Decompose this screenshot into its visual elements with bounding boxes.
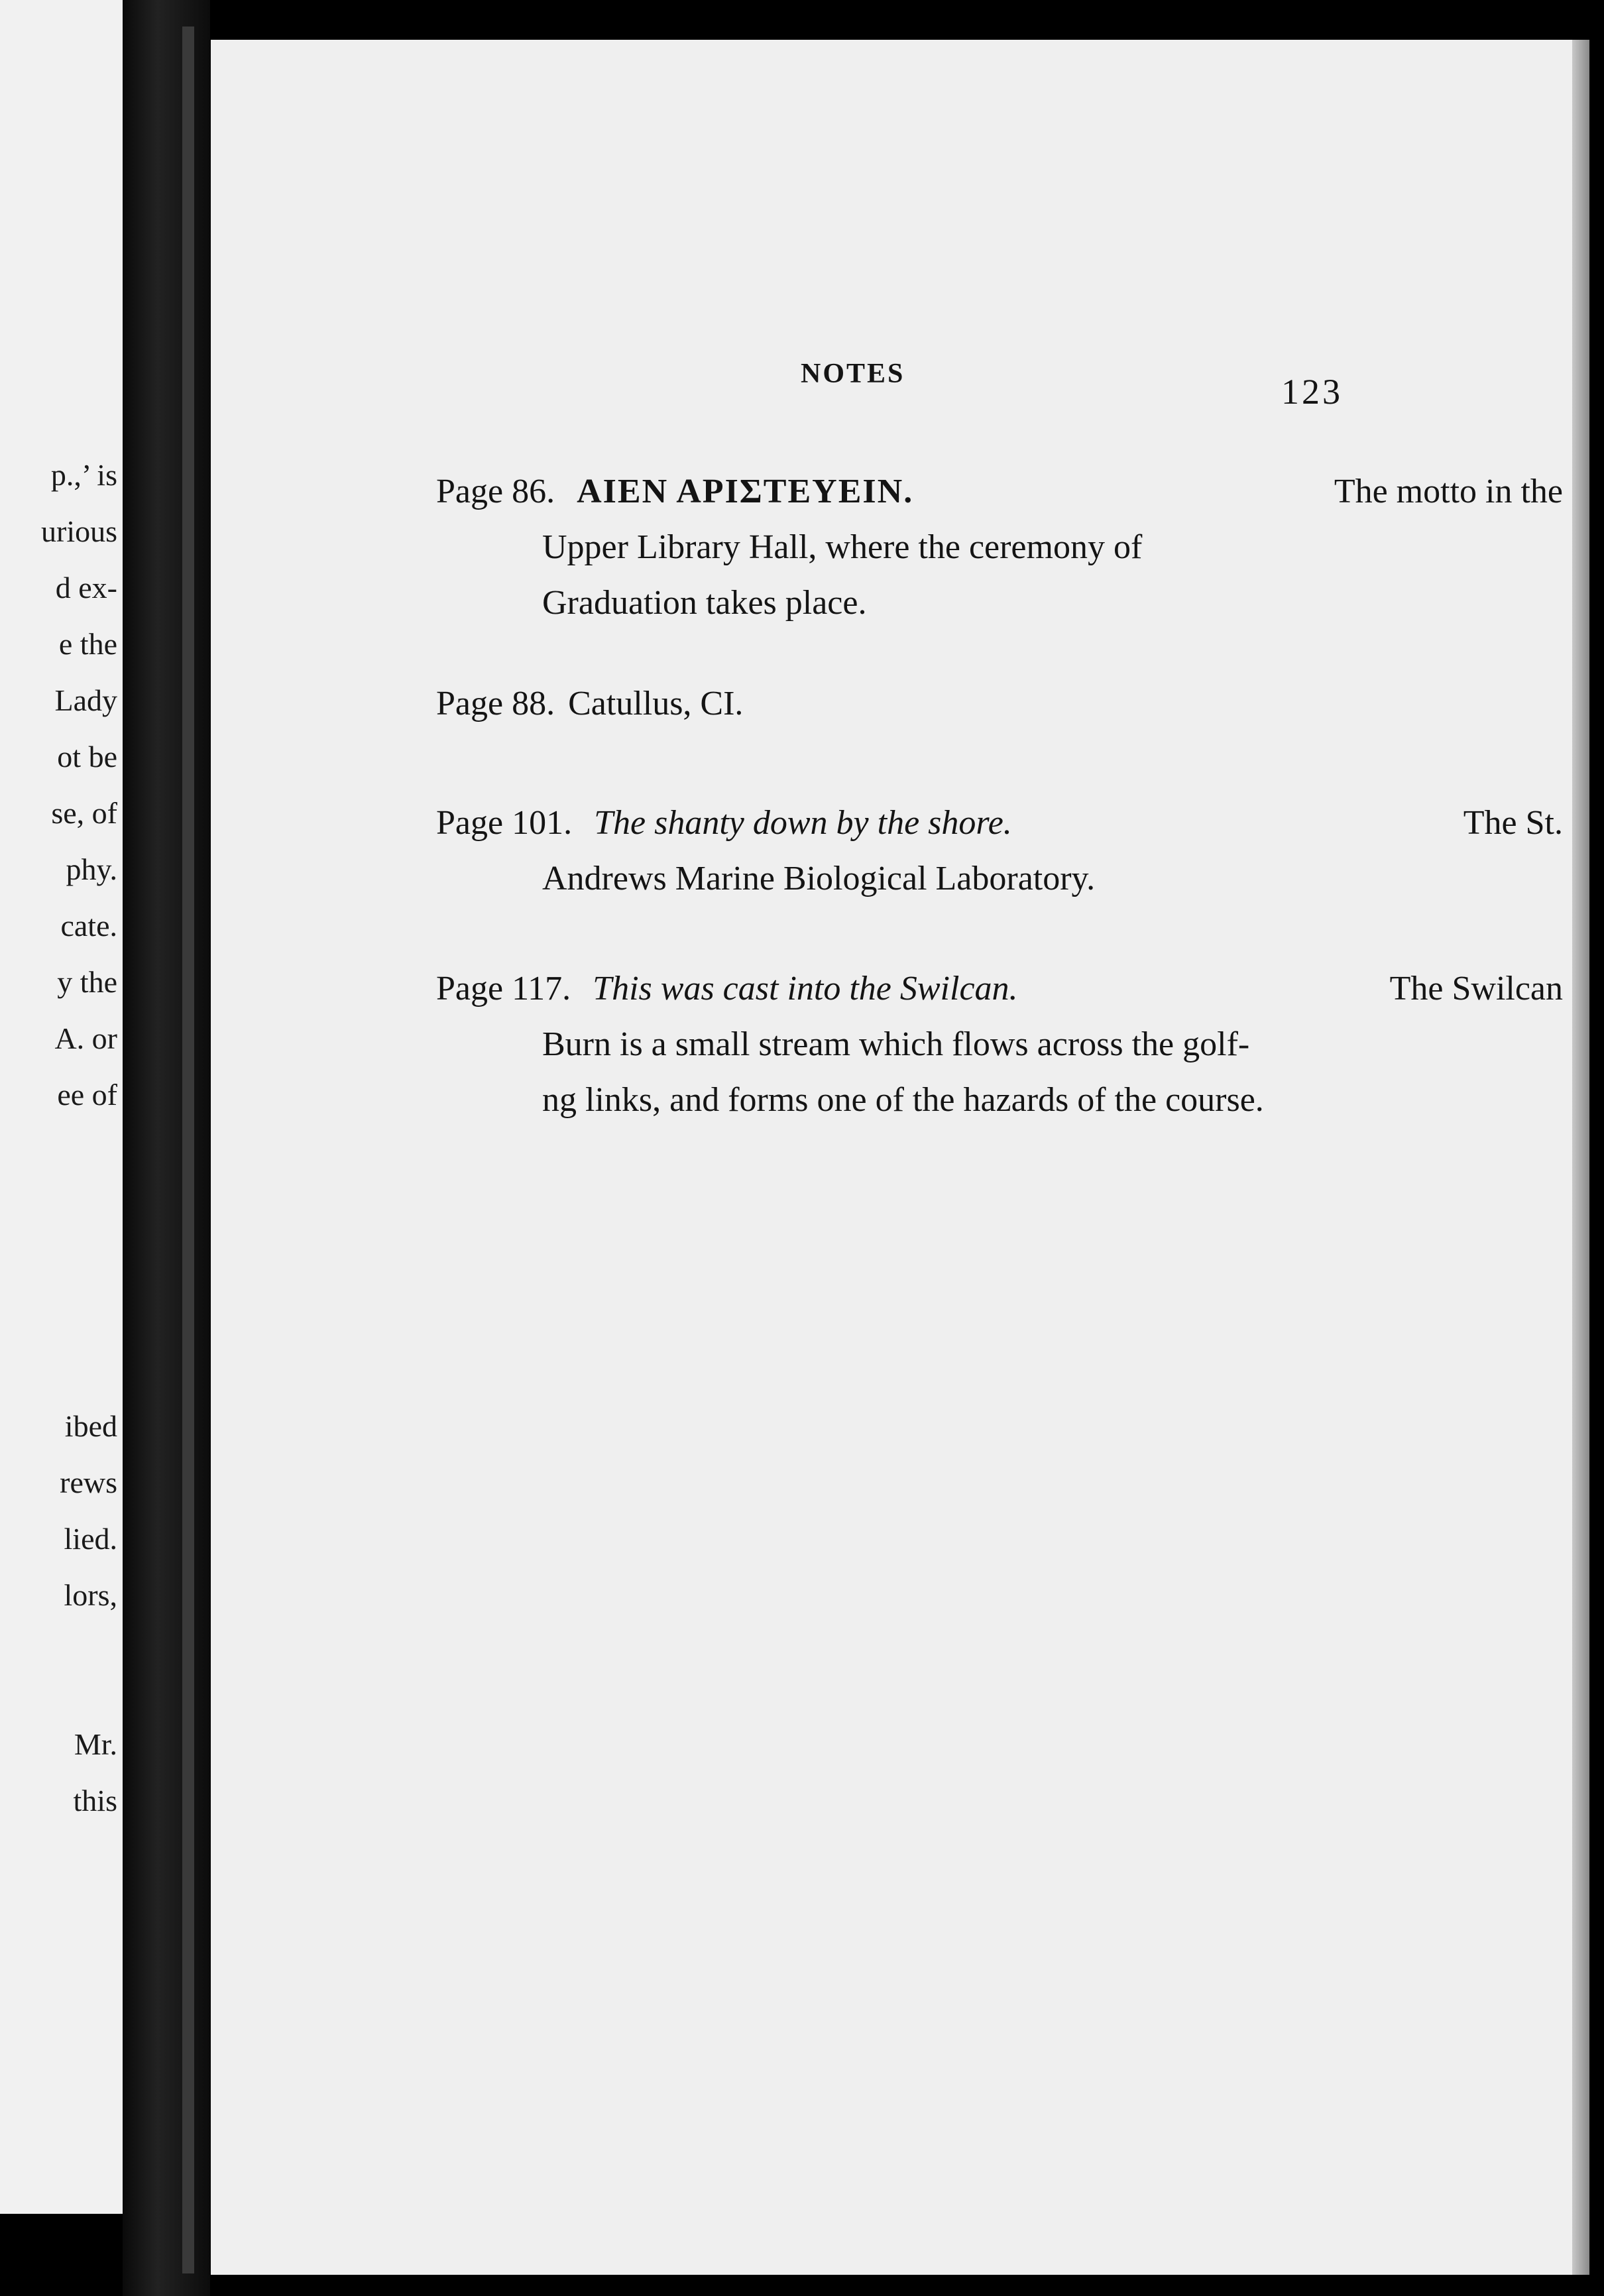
note-entry (436, 676, 1563, 732)
note-lemma: This was cast into the Swilcan. (593, 970, 1018, 1007)
left-page-fragment: d ex- (55, 571, 117, 604)
left-page-fragment: lied. (64, 1522, 117, 1556)
note-continuation: Upper Library Hall, where the ceremony of (542, 528, 1143, 566)
note-text: Catullus, CI. (568, 685, 744, 722)
left-page-fragment: Mr. (74, 1727, 117, 1761)
left-page-fragment: Lady (54, 683, 117, 717)
left-page-fragment: A. or (54, 1021, 117, 1055)
note-text: The Swilcan (1389, 970, 1563, 1007)
left-facing-page (0, 0, 123, 2214)
left-page-fragment: p.,’ is (50, 458, 117, 492)
note-entry (436, 795, 1563, 907)
note-page-ref: Page 86. (436, 473, 555, 510)
note-text: The motto in the (1334, 473, 1563, 510)
note-continuation: Andrews Marine Biological Laboratory. (542, 860, 1096, 897)
notes-page (211, 40, 1589, 2275)
note-page-ref: Page 101. (436, 804, 573, 842)
left-page-fragment: se, of (51, 796, 117, 830)
note-first-line (436, 961, 1563, 1017)
spine-shadow (182, 27, 194, 2273)
left-page-fragment: y the (57, 965, 117, 999)
book-gutter (123, 0, 210, 2296)
note-lemma: The shanty down by the shore. (594, 804, 1012, 842)
note-lemma: ΑΙΕΝ ΑΡΙΣΤΕΥΕΙΝ. (577, 473, 914, 510)
left-page-fragment: ibed (64, 1409, 117, 1443)
note-entry (436, 464, 1563, 631)
left-page-fragment: urious (41, 514, 117, 548)
note-text: The St. (1463, 804, 1563, 842)
left-page-fragment: ee of (57, 1078, 117, 1112)
left-page-fragment: cate. (60, 909, 117, 943)
left-page-fragment: ot be (57, 740, 117, 774)
left-page-fragment: phy. (66, 852, 117, 886)
note-entry (436, 961, 1563, 1128)
running-head: NOTES (801, 359, 905, 389)
note-page-ref: Page 117. (436, 970, 571, 1007)
note-first-line (436, 795, 1563, 851)
left-page-fragment: rews (60, 1465, 117, 1499)
page-edge (1572, 40, 1589, 2275)
note-page-ref: Page 88. (436, 685, 555, 722)
left-page-fragment: this (73, 1784, 117, 1817)
page-number: 123 (1281, 372, 1343, 412)
note-first-line (436, 464, 1563, 520)
left-page-fragment: lors, (64, 1578, 117, 1612)
left-page-fragment: e the (58, 627, 117, 661)
note-continuation: Burn is a small stream which flows across the golf- (542, 1025, 1250, 1063)
note-continuation: ng links, and forms one of the hazards of the course. (542, 1081, 1264, 1119)
note-continuation: Graduation takes place. (542, 584, 867, 622)
note-first-line (436, 676, 1563, 732)
